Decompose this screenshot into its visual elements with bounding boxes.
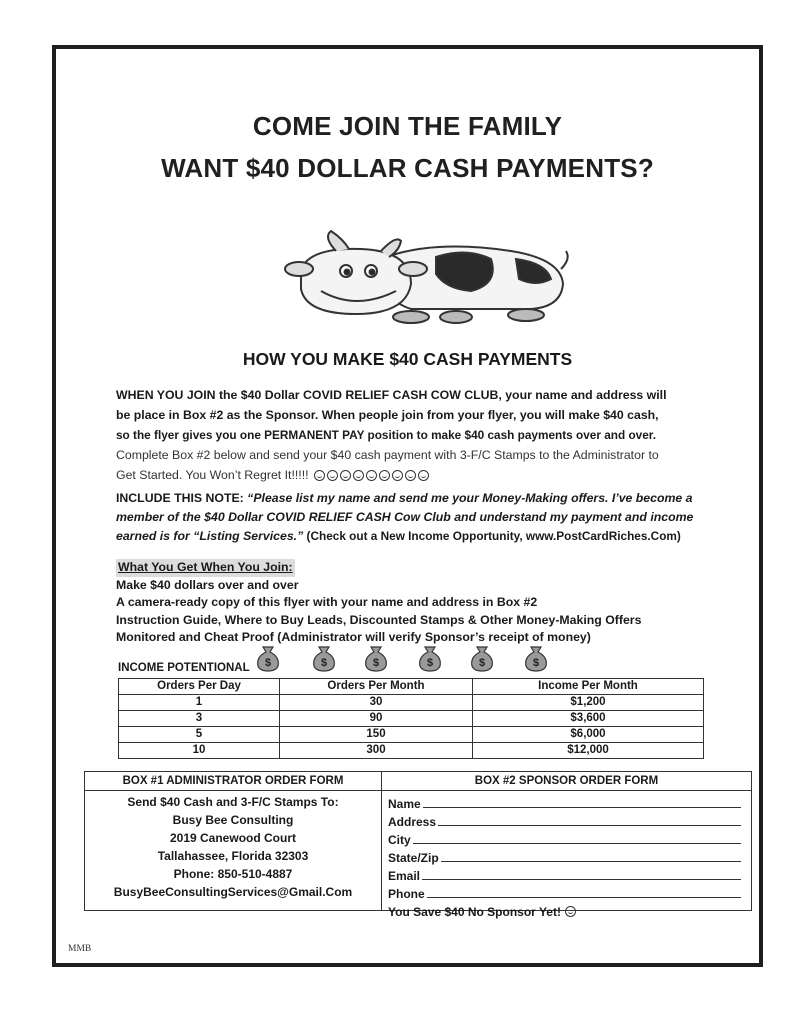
box1-title: BOX #1 ADMINISTRATOR ORDER FORM	[85, 772, 381, 791]
field-label: Phone	[388, 887, 425, 901]
address-field[interactable]	[388, 811, 741, 829]
list-item: Monitored and Cheat Proof (Administrator will verify Sponsor’s receipt of money)	[116, 630, 591, 644]
smiley-icon	[366, 470, 377, 481]
box1-line: 2019 Canewood Court	[169, 831, 297, 845]
field-label: Email	[388, 869, 421, 883]
box1-line: Busy Bee Consulting	[172, 813, 294, 827]
svg-text:$: $	[264, 657, 272, 669]
table-cell: 30	[280, 695, 473, 711]
income-label: INCOME POTENTIONAL	[118, 662, 250, 674]
smiley-icon	[392, 470, 403, 481]
table-row	[119, 727, 704, 743]
table-cell: 1	[119, 695, 280, 711]
money-bag-icon	[466, 641, 498, 673]
column-header: Income Per Month	[473, 679, 704, 695]
box2-sponsor-form	[382, 772, 751, 919]
table-cell: 5	[119, 727, 280, 743]
field-label: Address	[388, 815, 437, 829]
money-bag-icon	[520, 641, 552, 673]
smiley-icon	[405, 470, 416, 481]
box1-administrator-form	[85, 772, 382, 910]
title-line-2: WANT $40 DOLLAR CASH PAYMENTS?	[161, 153, 654, 183]
smiley-icon	[565, 906, 576, 917]
intro-line-5: Get Started. You Won’t Regret It!!!!!	[116, 468, 309, 482]
column-header: Orders Per Month	[280, 679, 473, 695]
note-quote-1: “Please list my name and send me your Money-Making offers. I’ve become a	[247, 491, 693, 505]
table-cell: $1,200	[473, 695, 704, 711]
table-cell: 90	[280, 711, 473, 727]
table-cell: $3,600	[473, 711, 704, 727]
box2-footer-row	[388, 901, 741, 919]
box1-line: Phone: 850-510-4887	[173, 867, 293, 881]
smiley-icon	[418, 470, 429, 481]
column-header: Orders Per Day	[119, 679, 280, 695]
field-line[interactable]	[413, 843, 741, 844]
box1-line: Send $40 Cash and 3-F/C Stamps To:	[127, 795, 339, 809]
list-item: Make $40 dollars over and over	[116, 577, 299, 592]
phone-field[interactable]	[388, 883, 741, 901]
field-line[interactable]	[427, 897, 741, 898]
intro-paragraph	[116, 385, 716, 485]
box2-title: BOX #2 SPONSOR ORDER FORM	[382, 772, 751, 791]
field-label: State/Zip	[388, 851, 439, 865]
note-quote-2: member of the $40 Dollar COVID RELIEF CASH Cow Club and understand my payment and income	[116, 510, 694, 524]
svg-text:$: $	[532, 657, 540, 669]
field-line[interactable]	[422, 879, 741, 880]
smiley-icon	[314, 470, 325, 481]
smiley-icon	[379, 470, 390, 481]
name-field[interactable]	[388, 793, 741, 811]
section-heading: HOW YOU MAKE $40 CASH PAYMENTS	[242, 349, 573, 369]
city-field[interactable]	[388, 829, 741, 847]
svg-text:$: $	[426, 657, 434, 669]
intro-line-2: be place in Box #2 as the Sponsor. When people join from your flyer, you will make $40 cash,	[116, 408, 659, 422]
what-you-get-section	[116, 559, 716, 647]
intro-line-3: so the flyer gives you one PERMANENT PAY position to make $40 cash payments over and over.	[116, 428, 656, 442]
note-prefix: INCLUDE THIS NOTE:	[116, 491, 248, 505]
money-bag-icon	[414, 641, 446, 673]
note-paragraph	[116, 489, 716, 546]
table-cell: 300	[280, 743, 473, 759]
table-cell: $12,000	[473, 743, 704, 759]
table-row	[119, 695, 704, 711]
field-line[interactable]	[441, 861, 741, 862]
income-table	[118, 678, 704, 759]
footer-mark: MMB	[68, 944, 92, 954]
smiley-icon	[327, 470, 338, 481]
note-suffix: (Check out a New Income Opportunity, www.PostCardRiches.Com)	[303, 529, 681, 543]
email-field[interactable]	[388, 865, 741, 883]
table-row	[119, 711, 704, 727]
what-you-get-heading: What You Get When You Join:	[116, 559, 295, 577]
intro-line-4: Complete Box #2 below and send your $40 cash payment with 3-F/C Stamps to the Administrator to	[116, 448, 659, 462]
field-label: Name	[388, 797, 421, 811]
intro-line-5-wrap	[116, 465, 716, 485]
money-bag-icon	[252, 641, 284, 673]
box1-line: BusyBeeConsultingServices@Gmail.Com	[113, 885, 353, 899]
table-cell: 3	[119, 711, 280, 727]
table-header-row	[119, 679, 704, 695]
table-cell: $6,000	[473, 727, 704, 743]
svg-text:$: $	[372, 657, 380, 669]
table-row	[119, 743, 704, 759]
title-line-1: COME JOIN THE FAMILY	[252, 111, 563, 141]
svg-text:$: $	[320, 657, 328, 669]
box2-footer: You Save $40 No Sponsor Yet!	[388, 905, 561, 919]
smiley-icon	[340, 470, 351, 481]
order-forms	[84, 771, 752, 919]
list-item: A camera-ready copy of this flyer with your name and address in Box #2	[116, 595, 538, 609]
field-line[interactable]	[438, 825, 741, 826]
state-zip-field[interactable]	[388, 847, 741, 865]
money-bag-icon	[308, 641, 340, 673]
smiley-icon	[353, 470, 364, 481]
field-line[interactable]	[423, 807, 741, 808]
note-quote-3: earned is for “Listing Services.”	[116, 529, 304, 543]
field-label: City	[388, 833, 411, 847]
box1-line: Tallahassee, Florida 32303	[157, 849, 309, 863]
table-cell: 10	[119, 743, 280, 759]
list-item: Instruction Guide, Where to Buy Leads, Discounted Stamps & Other Money-Making Offers	[116, 612, 642, 627]
intro-line-1: WHEN YOU JOIN the $40 Dollar COVID RELIEF CASH COW CLUB, your name and address will	[116, 388, 667, 402]
svg-text:$: $	[478, 657, 486, 669]
table-cell: 150	[280, 727, 473, 743]
cow-icon	[261, 229, 571, 329]
flyer-frame	[52, 45, 763, 967]
money-bag-icon	[360, 641, 392, 673]
